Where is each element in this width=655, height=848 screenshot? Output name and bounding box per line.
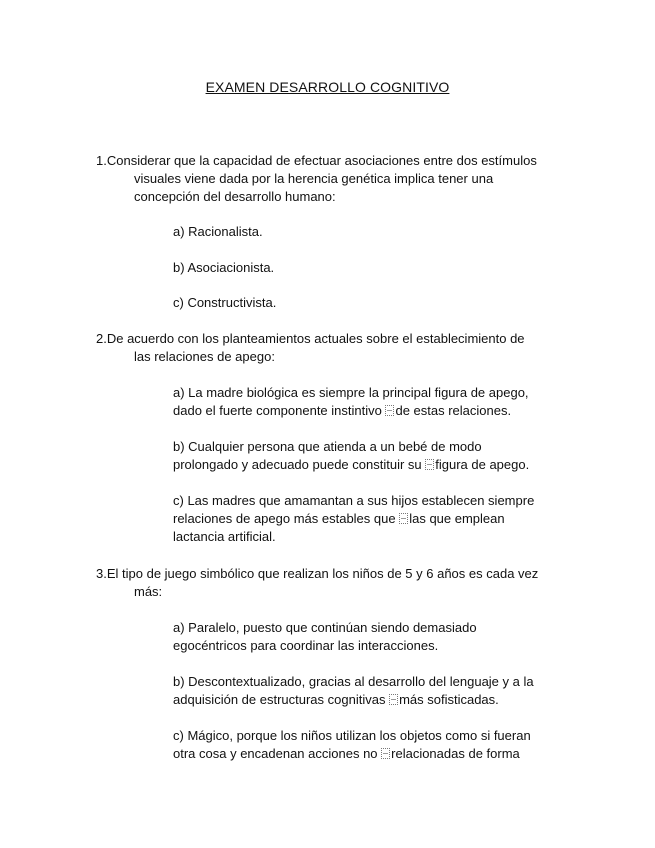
question-3-option-a-line-1: a) Paralelo, puesto que continúan siendo demasiado xyxy=(173,620,477,635)
question-1-option-a: a) Racionalista. xyxy=(173,224,263,239)
question-2-option-c-line-2 xyxy=(173,510,505,528)
question-2-option-b-line-2 xyxy=(173,456,529,474)
option-text-part: otra cosa y encadenan acciones no xyxy=(173,746,382,761)
question-2-number: 2. xyxy=(96,331,107,346)
question-1-line-1 xyxy=(96,152,537,170)
question-1-option-c: c) Constructivista. xyxy=(173,295,277,310)
question-2-option-c-line-1: c) Las madres que amamantan a sus hijos establecen siempre xyxy=(173,493,535,508)
separator-glyph-icon xyxy=(389,694,398,705)
question-1-text: Considerar que la capacidad de efectuar asociaciones entre dos estímulos xyxy=(106,153,537,168)
question-1-number: 1. xyxy=(96,153,107,168)
separator-glyph-icon xyxy=(381,748,390,759)
question-3-option-b-line-1: b) Descontextualizado, gracias al desarrollo del lenguaje y a la xyxy=(173,674,534,689)
exam-title: EXAMEN DESARROLLO COGNITIVO xyxy=(205,79,450,95)
question-3-option-c-line-2 xyxy=(173,745,520,763)
question-3-text: El tipo de juego simbólico que realizan los niños de 5 y 6 años es cada vez xyxy=(106,566,539,581)
option-text-part: más sofisticadas. xyxy=(399,692,499,707)
question-3-line-2: más: xyxy=(134,584,163,599)
question-3-option-c-line-1: c) Mágico, porque los niños utilizan los objetos como si fueran xyxy=(173,728,531,743)
option-text-part: las que emplean xyxy=(409,511,505,526)
question-1-option-b: b) Asociacionista. xyxy=(173,260,275,275)
question-2-option-b-line-1: b) Cualquier persona que atienda a un bebé de modo xyxy=(173,439,482,454)
option-text-part: relacionadas de forma xyxy=(391,746,520,761)
question-2-line-2: las relaciones de apego: xyxy=(134,349,275,364)
option-text-part: prolongado y adecuado puede constituir su xyxy=(173,457,426,472)
separator-glyph-icon xyxy=(425,459,434,470)
question-2-option-c-line-3: lactancia artificial. xyxy=(173,529,276,544)
option-text-part: adquisición de estructuras cognitivas xyxy=(173,692,390,707)
question-2-text: De acuerdo con los planteamientos actuales sobre el establecimiento de xyxy=(106,331,525,346)
question-1-line-3: concepción del desarrollo humano: xyxy=(134,189,336,204)
separator-glyph-icon xyxy=(385,405,394,416)
option-text-part: de estas relaciones. xyxy=(395,403,512,418)
question-2-option-a-line-2 xyxy=(173,402,511,420)
separator-glyph-icon xyxy=(399,513,408,524)
question-1-line-2: visuales viene dada por la herencia genética implica tener una xyxy=(134,171,494,186)
option-text-part: dado el fuerte componente instintivo xyxy=(173,403,386,418)
option-text-part: figura de apego. xyxy=(435,457,530,472)
question-3-option-b-line-2 xyxy=(173,691,499,709)
question-3-number: 3. xyxy=(96,566,107,581)
question-2-line-1 xyxy=(96,330,525,348)
option-text-part: relaciones de apego más estables que xyxy=(173,511,400,526)
question-2-option-a-line-1: a) La madre biológica es siempre la principal figura de apego, xyxy=(173,385,529,400)
question-3-option-a-line-2: egocéntricos para coordinar las interacciones. xyxy=(173,638,439,653)
question-3-line-1 xyxy=(96,565,538,583)
